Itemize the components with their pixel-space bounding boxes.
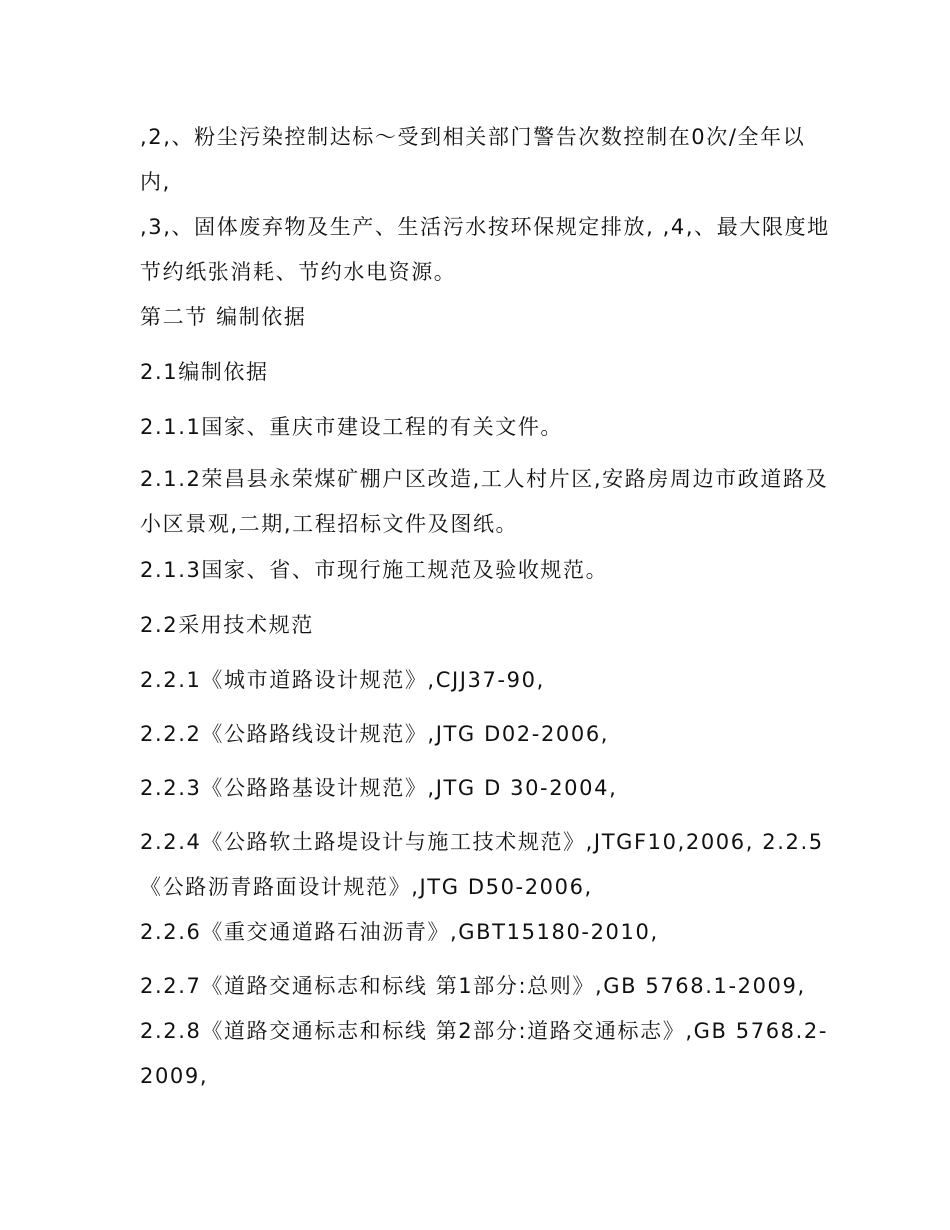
paragraph-2-2-1: 2.2.1《城市道路设计规范》,CJJ37-90,	[140, 668, 545, 692]
section-heading-basis: 第二节 编制依据	[140, 305, 307, 329]
paragraph-2-2-2: 2.2.2《公路路线设计规范》,JTG D02-2006,	[140, 722, 610, 746]
paragraph-2-1-2: 2.1.2荣昌县永荣煤矿棚户区改造,工人村片区,安路房周边市政道路及小区景观,二期,工程招标文件及图纸。	[140, 467, 829, 536]
paragraph-waste-discharge: ,3,、固体废弃物及生产、生活污水按环保规定排放, ,4,、最大限度地节约纸张消耗、节约水电资源。	[140, 215, 830, 284]
subsection-heading-2-2: 2.2采用技术规范	[140, 613, 314, 637]
paragraph-2-2-3: 2.2.3《公路路基设计规范》,JTG D 30-2004,	[140, 776, 618, 800]
paragraph-dust-control: ,2,、粉尘污染控制达标～受到相关部门警告次数控制在0次/全年以内,	[140, 125, 806, 194]
paragraph-2-2-7-and-2-2-8: 2.2.7《道路交通标志和标线 第1部分:总则》,GB 5768.1-2009, 2.2.8《道路交通标志和标线 第2部分:道路交通标志》,GB 5768.2-2009,	[140, 974, 829, 1088]
paragraph-2-2-6: 2.2.6《重交通道路石油沥青》,GBT15180-2010,	[140, 920, 659, 944]
paragraph-2-1-3: 2.1.3国家、省、市现行施工规范及验收规范。	[140, 558, 609, 582]
paragraph-2-1-1: 2.1.1国家、重庆市建设工程的有关文件。	[140, 415, 564, 439]
subsection-heading-2-1: 2.1编制依据	[140, 360, 269, 384]
paragraph-2-2-4-and-2-2-5: 2.2.4《公路软土路堤设计与施工技术规范》,JTGF10,2006, 2.2.5《公路沥青路面设计规范》,JTG D50-2006,	[140, 830, 824, 899]
